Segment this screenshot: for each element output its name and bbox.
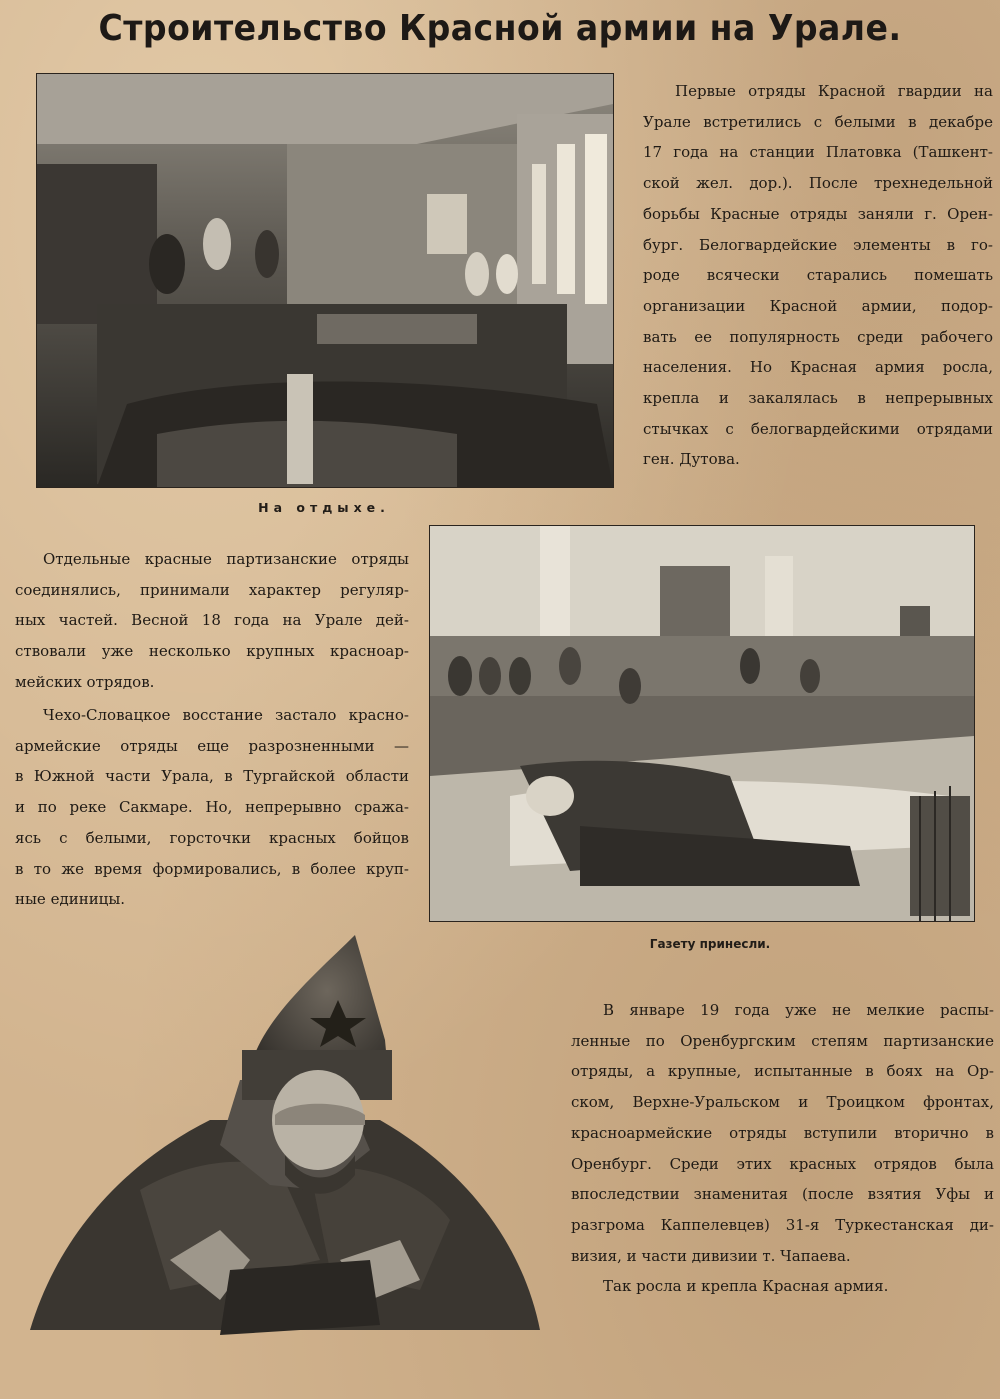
text-line: ных частей. Весной 18 года на Урале дей-	[15, 611, 409, 630]
photo-newspaper	[429, 525, 975, 922]
text-line: отряды, а крупные, испытанные в боях на Ор-	[571, 1062, 994, 1081]
text-line: ясь с белыми, горсточки красных бойцов	[15, 828, 409, 847]
text-line: ленные по Оренбургским степям партизанские	[571, 1031, 994, 1050]
text-line: ском, Верхне-Уральском и Троицком фронтах,	[571, 1093, 994, 1112]
text-line: роде всячески старались помешать	[643, 266, 993, 285]
text-line: Чехо-Словацкое восстание застало красно-	[43, 706, 409, 724]
text-czech	[15, 700, 409, 915]
text-line: Первые отряды Красной гвардии на	[675, 82, 993, 100]
text-line: ской жел. дор.). После трехнедельной	[643, 174, 993, 193]
text-line: вать ее популярность среди рабочего	[643, 327, 993, 346]
page-title: Строительство Красной армии на Урале.	[98, 8, 902, 49]
text-line: бург. Белогвардейские элементы в го-	[643, 235, 993, 254]
text-line: крепла и закалялась в непрерывных	[643, 389, 993, 408]
text-line: населения. Но Красная армия росла,	[643, 358, 993, 377]
text-line: визия, и части дивизии т. Чапаева.	[571, 1246, 851, 1265]
photo-rest	[36, 73, 614, 488]
caption-rest: На отдыхе.	[258, 500, 390, 515]
text-line: в то же время формировались, в более круп-	[15, 859, 409, 878]
text-line: армейские отряды еще разрозненными —	[15, 736, 409, 755]
text-closing: Так росла и крепла Красная армия.	[603, 1277, 889, 1296]
text-line: и по реке Сакмаре. Но, непрерывно сража-	[15, 798, 409, 817]
caption-newspaper: Газету принесли.	[649, 937, 771, 951]
text-line: Урале встретились с белыми в декабре	[643, 112, 993, 131]
text-line: мейских отрядов.	[15, 672, 155, 691]
text-line: в Южной части Урала, в Тургайской области	[15, 767, 409, 786]
text-line: разгрома Каппелевцев) 31-я Туркестанская ди-	[571, 1215, 994, 1234]
text-intro	[643, 76, 993, 475]
text-line: ствовали уже несколько крупных красноар-	[15, 642, 409, 661]
text-line: борьбы Красные отряды заняли г. Орен-	[643, 204, 993, 223]
text-line: 17 года на станции Платовка (Ташкент-	[643, 143, 993, 162]
text-line: ген. Дутова.	[643, 450, 740, 469]
text-january	[571, 995, 994, 1302]
text-line: стычках с белогвардейскими отрядами	[643, 419, 993, 438]
text-partisans	[15, 544, 409, 698]
photo-soldier	[20, 930, 545, 1350]
text-line: красноармейские отряды вступили вторично в	[571, 1123, 994, 1142]
text-line: ные единицы.	[15, 890, 126, 909]
text-line: Оренбург. Среди этих красных отрядов была	[571, 1154, 994, 1173]
text-line: Отдельные красные партизанские отряды	[43, 550, 409, 568]
text-line: впоследствии знаменитая (после взятия Уфы и	[571, 1185, 994, 1204]
text-line: В январе 19 года уже не мелкие распы-	[603, 1001, 994, 1019]
text-line: соединялись, принимали характер регуляр-	[15, 580, 409, 599]
text-line: организации Красной армии, подор-	[643, 296, 993, 315]
